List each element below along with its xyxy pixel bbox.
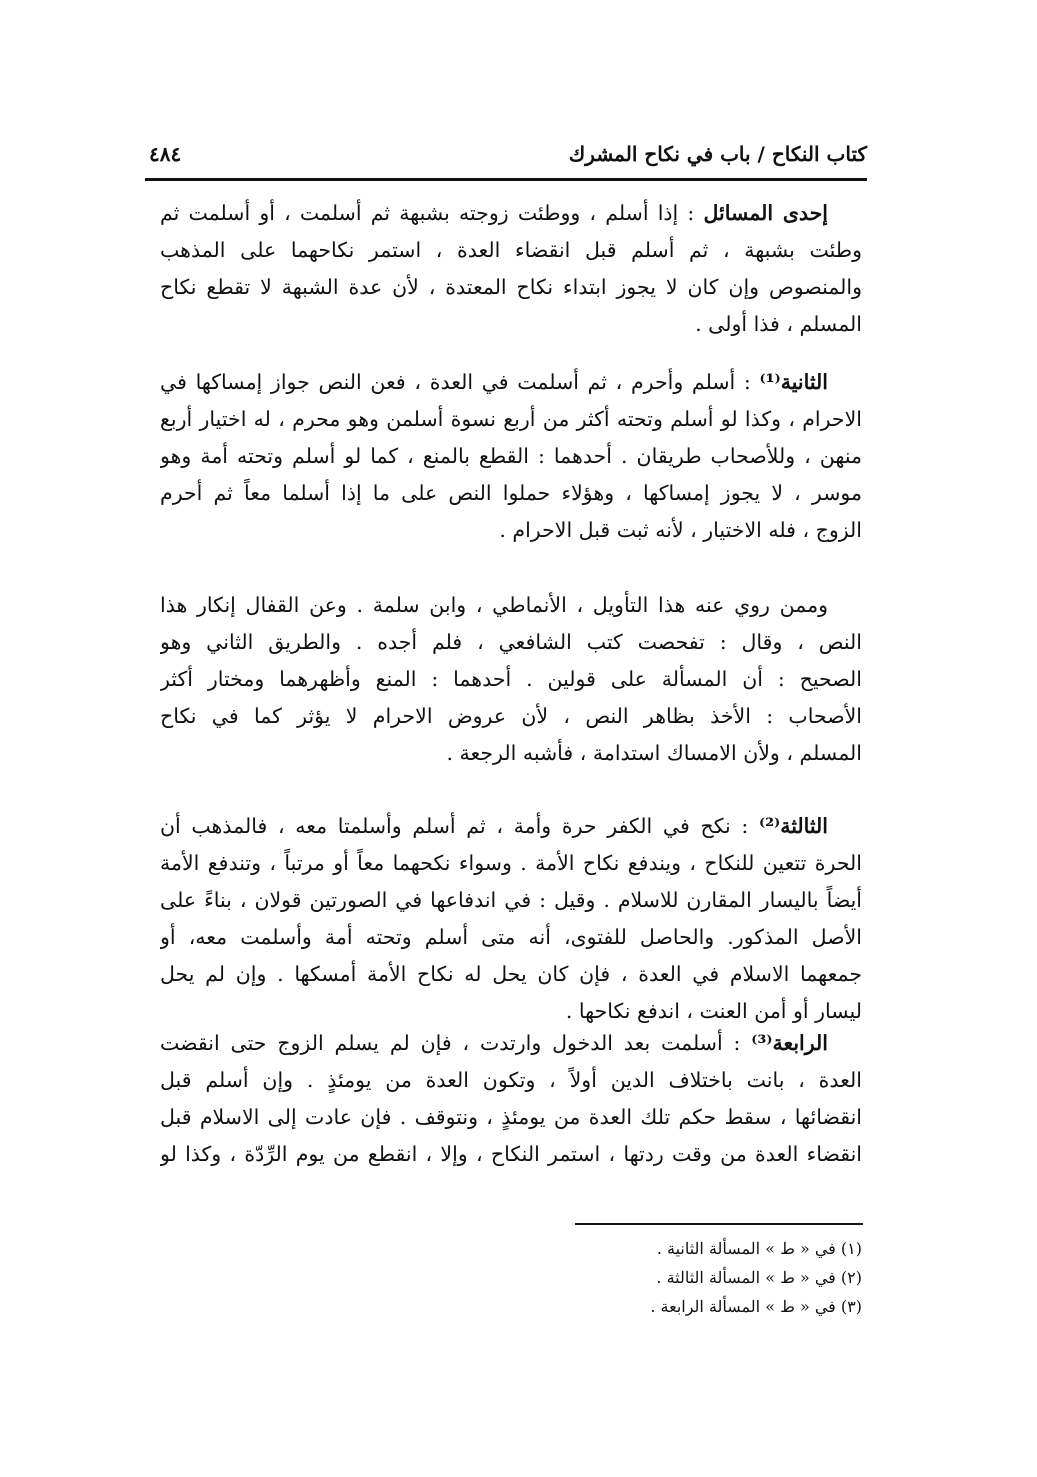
footnote-rule [575,1223,863,1225]
text-line: الحرة تتعين للنكاح ، ويندفع نكاح الأمة . وسواء نكحهما معاً أو مرتباً ، وتندفع الأمة [160,851,862,875]
text-line: أيضاً باليسار المقارن للاسلام . وقيل : في اندفاعها في الصورتين قولان ، بناءً على [160,888,862,912]
paragraph-2 [160,364,862,549]
paragraph-lead: الثالثة⁽²⁾ [759,814,828,838]
text-line: موسر ، لا يجوز إمساكها ، وهؤلاء حملوا النص على ما إذا أسلما معاً ثم أحرم [160,481,862,505]
text-line: الثانية⁽¹⁾ : أسلم وأحرم ، ثم أسلمت في العدة ، فعن النص جواز إمساكها في [160,370,828,394]
paragraph-3 [160,587,862,772]
page-number: ٤٨٤ [149,142,182,166]
footnotes [650,1234,862,1321]
text-line: العدة ، بانت باختلاف الدين أولاً ، وتكون العدة من يومئذٍ . وإن أسلم قبل [160,1068,862,1092]
text-line: المسلم ، ولأن الامساك استدامة ، فأشبه الرجعة . [446,741,862,765]
text-line: الزوج ، فله الاختيار ، لأنه ثبت قبل الاحرام . [499,518,862,542]
text-line: الثالثة⁽²⁾ : نكح في الكفر حرة وأمة ، ثم أسلم وأسلمتا معه ، فالمذهب أن [160,814,828,838]
footnote-1: (١) في « ط » المسألة الثانية . [656,1239,862,1258]
text-line: منهن ، وللأصحاب طريقان . أحدهما : القطع بالمنع ، كما لو أسلم وتحته أمة وهو [160,444,862,468]
text-line: والمنصوص وإن كان لا يجوز ابتداء نكاح المعتدة ، لأن عدة الشبهة لا تقطع نكاح [160,275,862,299]
text-line: ليسار أو أمن العنت ، اندفع نكاحها . [565,999,862,1023]
paragraph-lead: الرابعة⁽³⁾ [751,1031,828,1055]
header-rule [145,178,867,181]
paragraph-lead: إحدى المسائل [703,201,828,225]
text-line: الأصل المذكور. والحاصل للفتوى، أنه متى أسلم وتحته أمة وأسلمت معه، أو [160,925,862,949]
text-line: وطئت بشبهة ، ثم أسلم قبل انقضاء العدة ، استمر نكاحهما على المذهب [160,238,862,262]
running-header [145,138,867,174]
paragraph-5 [160,1025,862,1173]
text-line: إحدى المسائل : إذا أسلم ، ووطئت زوجته بشبهة ثم أسلمت ، أو أسلمت ثم [160,201,828,225]
text-line: انقضائها ، سقط حكم تلك العدة من يومئذٍ ، ونتوقف . فإن عادت إلى الاسلام قبل [160,1105,862,1129]
footnote-2: (٢) في « ط » المسألة الثالثة . [656,1268,862,1287]
text-line: النص ، وقال : تفحصت كتب الشافعي ، فلم أجده . والطريق الثاني وهو [160,630,862,654]
text-line: الاحرام ، وكذا لو أسلم وتحته أكثر من أربع نسوة أسلمن وهو محرم ، له اختيار أربع [160,407,862,431]
text-line: جمعهما الاسلام في العدة ، فإن كان يحل له نكاح الأمة أمسكها . وإن لم يحل [160,962,862,986]
running-title: كتاب النكاح / باب في نكاح المشرك [568,142,867,166]
text-line: الأصحاب : الأخذ بظاهر النص ، لأن عروض الاحرام لا يؤثر كما في نكاح [160,704,862,728]
text-line: المسلم ، فذا أولى . [695,312,862,336]
footnote-3: (٣) في « ط » المسألة الرابعة . [650,1297,862,1316]
text-line: الصحيح : أن المسألة على قولين . أحدهما : المنع وأظهرهما ومختار أكثر [160,667,862,691]
text-line: الرابعة⁽³⁾ : أسلمت بعد الدخول وارتدت ، فإن لم يسلم الزوج حتى انقضت [160,1031,828,1055]
paragraph-4 [160,808,862,1030]
paragraph-lead: الثانية⁽¹⁾ [759,370,828,394]
paragraph-1 [160,195,862,343]
text-line: انقضاء العدة من وقت ردتها ، استمر النكاح ، وإلا ، انقطع من يوم الرِّدّة ، وكذا لو [160,1142,862,1166]
text-line: وممن روي عنه هذا التأويل ، الأنماطي ، وابن سلمة . وعن القفال إنكار هذا [160,593,828,617]
